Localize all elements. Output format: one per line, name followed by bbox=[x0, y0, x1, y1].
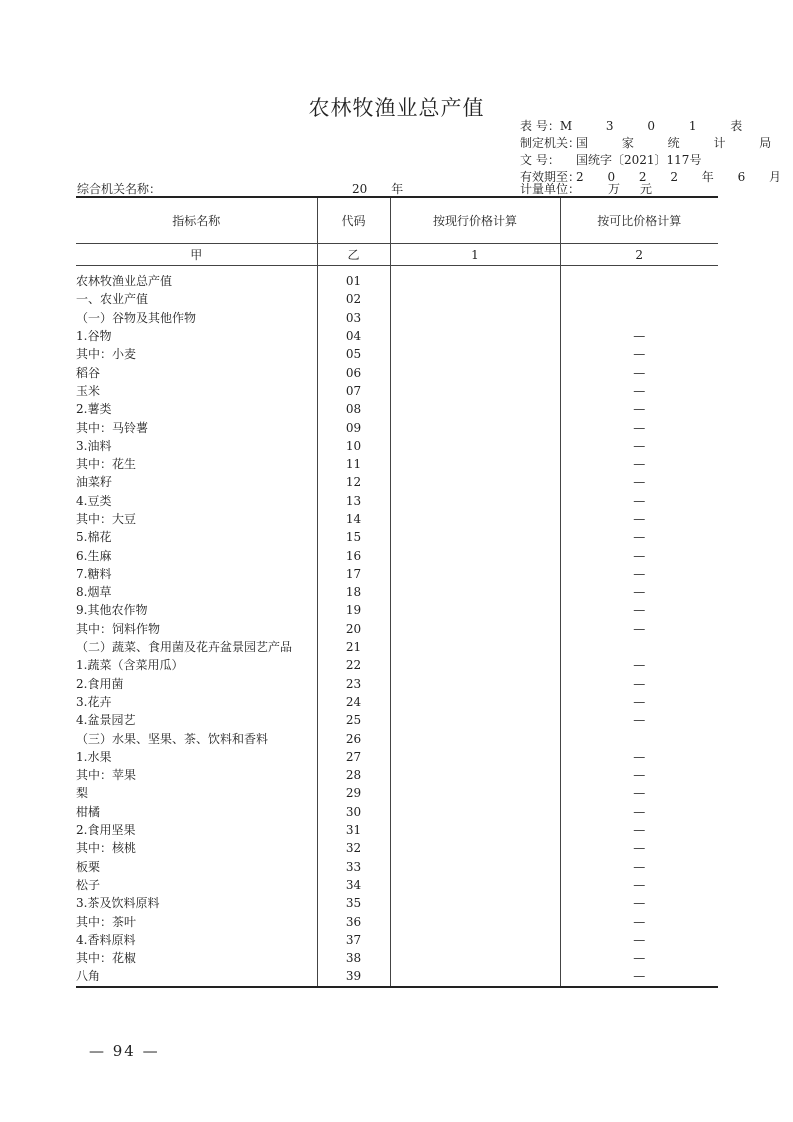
meta-doc-no-value: 国统字〔2021〕117号 bbox=[576, 153, 702, 167]
row-comparable-price-cell: — bbox=[560, 876, 718, 894]
row-code: 26 bbox=[317, 729, 390, 747]
row-indicator-name: 其中：茶叶 bbox=[76, 914, 137, 929]
row-code: 38 bbox=[317, 949, 390, 967]
table-row bbox=[76, 803, 718, 821]
row-comparable-price-cell: — bbox=[560, 492, 718, 510]
row-code: 31 bbox=[317, 821, 390, 839]
table-row bbox=[76, 583, 718, 601]
table-row bbox=[76, 345, 718, 363]
row-comparable-price-cell bbox=[560, 266, 718, 291]
row-current-price-cell bbox=[390, 931, 560, 949]
row-code: 01 bbox=[317, 266, 390, 291]
row-current-price-cell bbox=[390, 363, 560, 381]
row-comparable-price-cell bbox=[560, 638, 718, 656]
row-indicator-name: 其中：核桃 bbox=[76, 841, 137, 856]
row-indicator-name: 9.其他农作物 bbox=[76, 603, 148, 618]
table-row bbox=[76, 455, 718, 473]
table-row bbox=[76, 492, 718, 510]
row-comparable-price-cell: — bbox=[560, 473, 718, 491]
row-code: 03 bbox=[317, 309, 390, 327]
row-indicator-name: 其中：花椒 bbox=[76, 951, 137, 966]
table-header-row bbox=[76, 197, 718, 244]
row-code: 11 bbox=[317, 455, 390, 473]
table-row bbox=[76, 656, 718, 674]
row-indicator-name: 2.食用坚果 bbox=[76, 823, 136, 838]
form-meta bbox=[520, 118, 792, 186]
table-subheader-row bbox=[76, 244, 718, 266]
year-suffix: 年 bbox=[391, 182, 404, 196]
table-row bbox=[76, 528, 718, 546]
table-row bbox=[76, 363, 718, 381]
row-comparable-price-cell: — bbox=[560, 601, 718, 619]
row-comparable-price-cell: — bbox=[560, 382, 718, 400]
row-code: 28 bbox=[317, 766, 390, 784]
row-indicator-name: 柑橘 bbox=[76, 804, 101, 819]
row-comparable-price-cell: — bbox=[560, 803, 718, 821]
row-indicator-name: 八角 bbox=[76, 967, 317, 986]
meta-form-no-label: 表 号： bbox=[520, 119, 560, 133]
row-comparable-price-cell: — bbox=[560, 949, 718, 967]
table-row bbox=[76, 638, 718, 656]
row-code: 19 bbox=[317, 601, 390, 619]
row-comparable-price-cell: — bbox=[560, 455, 718, 473]
row-comparable-price-cell: — bbox=[560, 363, 718, 381]
row-code: 21 bbox=[317, 638, 390, 656]
row-current-price-cell bbox=[390, 894, 560, 912]
row-code: 04 bbox=[317, 327, 390, 345]
row-indicator-name: 6.生麻 bbox=[76, 548, 112, 563]
row-comparable-price-cell: — bbox=[560, 766, 718, 784]
row-current-price-cell bbox=[390, 912, 560, 930]
row-comparable-price-cell: — bbox=[560, 711, 718, 729]
table-row bbox=[76, 327, 718, 345]
row-code: 17 bbox=[317, 565, 390, 583]
row-current-price-cell bbox=[390, 382, 560, 400]
row-indicator-name: 其中：小麦 bbox=[76, 347, 137, 362]
agency-name-label: 综合机关名称： bbox=[77, 182, 162, 196]
row-indicator-name: 4.豆类 bbox=[76, 493, 112, 508]
table-row bbox=[76, 620, 718, 638]
row-code: 14 bbox=[317, 510, 390, 528]
row-code: 10 bbox=[317, 437, 390, 455]
row-comparable-price-cell: — bbox=[560, 327, 718, 345]
row-indicator-name: 5.棉花 bbox=[76, 530, 112, 545]
row-comparable-price-cell: — bbox=[560, 894, 718, 912]
row-indicator-name: 其中：苹果 bbox=[76, 768, 137, 783]
row-current-price-cell bbox=[390, 345, 560, 363]
unit-value: 万元 bbox=[608, 182, 673, 196]
row-code: 32 bbox=[317, 839, 390, 857]
row-comparable-price-cell: — bbox=[560, 345, 718, 363]
row-indicator-name: 8.烟草 bbox=[76, 585, 112, 600]
row-indicator-name: （三）水果、坚果、茶、饮料和香料 bbox=[76, 731, 269, 746]
row-indicator-name: 4.香料原料 bbox=[76, 932, 136, 947]
row-current-price-cell bbox=[390, 309, 560, 327]
table-row bbox=[76, 931, 718, 949]
table-row bbox=[76, 418, 718, 436]
row-current-price-cell bbox=[390, 766, 560, 784]
table-row bbox=[76, 473, 718, 491]
table-row bbox=[76, 290, 718, 308]
header-comparable-price: 按可比价格计算 bbox=[560, 197, 718, 244]
row-indicator-name: 3.油料 bbox=[76, 438, 112, 453]
row-indicator-name: 稻谷 bbox=[76, 365, 101, 380]
meta-valid-value: 2 0 2 2 年 6 月 bbox=[576, 170, 792, 184]
table-row bbox=[76, 711, 718, 729]
row-current-price-cell bbox=[390, 455, 560, 473]
row-current-price-cell bbox=[390, 729, 560, 747]
table-row bbox=[76, 437, 718, 455]
row-code: 33 bbox=[317, 858, 390, 876]
row-current-price-cell bbox=[390, 583, 560, 601]
table-row bbox=[76, 858, 718, 876]
row-indicator-name: 1.蔬菜（含菜用瓜） bbox=[76, 658, 184, 673]
table-row bbox=[76, 546, 718, 564]
row-comparable-price-cell: — bbox=[560, 546, 718, 564]
table-row bbox=[76, 675, 718, 693]
row-indicator-name: 油菜籽 bbox=[76, 475, 113, 490]
table-row bbox=[76, 510, 718, 528]
row-current-price-cell bbox=[390, 949, 560, 967]
row-code: 06 bbox=[317, 363, 390, 381]
row-indicator-name: （二）蔬菜、食用菌及花卉盆景园艺产品 bbox=[76, 640, 293, 655]
row-comparable-price-cell: — bbox=[560, 784, 718, 802]
row-code: 08 bbox=[317, 400, 390, 418]
row-comparable-price-cell: — bbox=[560, 693, 718, 711]
table-row bbox=[76, 382, 718, 400]
row-comparable-price-cell: — bbox=[560, 400, 718, 418]
row-current-price-cell bbox=[390, 492, 560, 510]
row-indicator-name: 其中：马铃薯 bbox=[76, 420, 149, 435]
row-current-price-cell bbox=[390, 565, 560, 583]
table-row bbox=[76, 821, 718, 839]
row-comparable-price-cell bbox=[560, 290, 718, 308]
row-current-price-cell bbox=[390, 839, 560, 857]
header-indicator: 指标名称 bbox=[76, 197, 317, 244]
row-comparable-price-cell: — bbox=[560, 821, 718, 839]
row-current-price-cell bbox=[390, 711, 560, 729]
row-indicator-name: （一）谷物及其他作物 bbox=[76, 310, 197, 325]
row-indicator-name: 其中：大豆 bbox=[76, 512, 137, 526]
table-row bbox=[76, 601, 718, 619]
row-code: 36 bbox=[317, 912, 390, 930]
row-code: 35 bbox=[317, 894, 390, 912]
row-code: 27 bbox=[317, 748, 390, 766]
row-code: 16 bbox=[317, 546, 390, 564]
row-current-price-cell bbox=[390, 967, 560, 986]
row-current-price-cell bbox=[390, 327, 560, 345]
row-indicator-name: 一、农业产值 bbox=[76, 292, 149, 307]
row-comparable-price-cell: — bbox=[560, 620, 718, 638]
row-code: 02 bbox=[317, 290, 390, 308]
row-comparable-price-cell: — bbox=[560, 510, 718, 528]
row-code: 09 bbox=[317, 418, 390, 436]
header-current-price: 按现行价格计算 bbox=[390, 197, 560, 244]
row-indicator-name: 其中：饲料作物 bbox=[76, 621, 161, 636]
row-code: 23 bbox=[317, 675, 390, 693]
row-code: 12 bbox=[317, 473, 390, 491]
year-prefix: 20 bbox=[352, 182, 368, 196]
row-code: 15 bbox=[317, 528, 390, 546]
row-current-price-cell bbox=[390, 418, 560, 436]
row-indicator-name: 玉米 bbox=[76, 383, 101, 398]
row-current-price-cell bbox=[390, 528, 560, 546]
table-row bbox=[76, 784, 718, 802]
meta-valid-label: 有效期至： bbox=[520, 170, 581, 184]
row-current-price-cell bbox=[390, 675, 560, 693]
table-row bbox=[76, 309, 718, 327]
row-indicator-name: 3.茶及饮料原料 bbox=[76, 896, 160, 911]
unit-field bbox=[520, 180, 672, 197]
row-current-price-cell bbox=[390, 693, 560, 711]
row-comparable-price-cell: — bbox=[560, 565, 718, 583]
row-indicator-name: 2.薯类 bbox=[76, 402, 112, 417]
row-code: 25 bbox=[317, 711, 390, 729]
table-row bbox=[76, 949, 718, 967]
row-code: 37 bbox=[317, 931, 390, 949]
year-field bbox=[352, 180, 403, 197]
row-comparable-price-cell: — bbox=[560, 675, 718, 693]
table-row bbox=[76, 894, 718, 912]
row-current-price-cell bbox=[390, 858, 560, 876]
row-current-price-cell bbox=[390, 876, 560, 894]
row-indicator-name: 梨 bbox=[76, 786, 89, 801]
row-current-price-cell bbox=[390, 638, 560, 656]
row-indicator-name: 2.食用菌 bbox=[76, 676, 124, 691]
page-title: 农林牧渔业总产值 bbox=[308, 96, 485, 120]
row-comparable-price-cell: — bbox=[560, 931, 718, 949]
row-current-price-cell bbox=[390, 656, 560, 674]
row-current-price-cell bbox=[390, 546, 560, 564]
row-code: 24 bbox=[317, 693, 390, 711]
row-comparable-price-cell bbox=[560, 729, 718, 747]
subheader-yi: 乙 bbox=[317, 244, 390, 266]
table-row bbox=[76, 693, 718, 711]
row-comparable-price-cell: — bbox=[560, 583, 718, 601]
row-current-price-cell bbox=[390, 803, 560, 821]
table-row bbox=[76, 400, 718, 418]
row-comparable-price-cell: — bbox=[560, 912, 718, 930]
row-comparable-price-cell: — bbox=[560, 858, 718, 876]
row-comparable-price-cell: — bbox=[560, 748, 718, 766]
row-comparable-price-cell: — bbox=[560, 418, 718, 436]
output-value-table bbox=[76, 196, 718, 988]
row-code: 07 bbox=[317, 382, 390, 400]
meta-agency-value: 国 家 统 计 局 bbox=[576, 136, 787, 150]
row-current-price-cell bbox=[390, 266, 560, 291]
unit-label: 计量单位： bbox=[520, 182, 581, 196]
row-code: 20 bbox=[317, 620, 390, 638]
row-code: 22 bbox=[317, 656, 390, 674]
subheader-1: 1 bbox=[390, 244, 560, 266]
row-current-price-cell bbox=[390, 821, 560, 839]
header-code: 代码 bbox=[317, 197, 390, 244]
subheader-jia: 甲 bbox=[76, 244, 317, 266]
meta-doc-no-label: 文 号： bbox=[520, 153, 560, 167]
row-comparable-price-cell: — bbox=[560, 437, 718, 455]
row-current-price-cell bbox=[390, 601, 560, 619]
row-comparable-price-cell: — bbox=[560, 656, 718, 674]
meta-agency bbox=[520, 135, 787, 152]
row-current-price-cell bbox=[390, 620, 560, 638]
meta-form-no-value: M 3 0 1 表 bbox=[559, 119, 758, 133]
row-code: 29 bbox=[317, 784, 390, 802]
row-code: 34 bbox=[317, 876, 390, 894]
row-current-price-cell bbox=[390, 748, 560, 766]
row-comparable-price-cell: — bbox=[560, 528, 718, 546]
row-code: 39 bbox=[317, 967, 390, 986]
row-current-price-cell bbox=[390, 510, 560, 528]
row-code: 05 bbox=[317, 345, 390, 363]
row-indicator-name: 1.水果 bbox=[76, 749, 112, 764]
table-row bbox=[76, 766, 718, 784]
row-current-price-cell bbox=[390, 473, 560, 491]
row-indicator-name: 7.糖料 bbox=[76, 566, 112, 581]
row-indicator-name: 其中：花生 bbox=[76, 457, 137, 472]
table-row bbox=[76, 565, 718, 583]
meta-form-no bbox=[520, 118, 758, 135]
row-current-price-cell bbox=[390, 437, 560, 455]
row-code: 13 bbox=[317, 492, 390, 510]
table-row bbox=[76, 876, 718, 894]
table-row bbox=[76, 839, 718, 857]
table-row bbox=[76, 266, 718, 291]
meta-doc-no bbox=[520, 152, 720, 169]
row-indicator-name: 松子 bbox=[76, 877, 101, 892]
table-row bbox=[76, 912, 718, 930]
row-code: 30 bbox=[317, 803, 390, 821]
table-row bbox=[76, 748, 718, 766]
row-comparable-price-cell: — bbox=[560, 839, 718, 857]
page-number: — 94 — bbox=[89, 1042, 160, 1060]
row-code: 18 bbox=[317, 583, 390, 601]
row-indicator-name: 1.谷物 bbox=[76, 329, 112, 344]
meta-agency-label: 制定机关： bbox=[520, 136, 581, 150]
row-indicator-name: 板栗 bbox=[76, 859, 101, 874]
row-indicator-name: 农林牧渔业总产值 bbox=[76, 274, 173, 289]
subheader-2: 2 bbox=[560, 244, 718, 266]
table-row bbox=[76, 729, 718, 747]
row-current-price-cell bbox=[390, 290, 560, 308]
row-current-price-cell bbox=[390, 400, 560, 418]
table-row bbox=[76, 967, 718, 986]
row-current-price-cell bbox=[390, 784, 560, 802]
row-comparable-price-cell bbox=[560, 309, 718, 327]
row-comparable-price-cell: — bbox=[560, 967, 718, 986]
row-indicator-name: 4.盆景园艺 bbox=[76, 713, 136, 728]
row-indicator-name: 3.花卉 bbox=[76, 694, 112, 709]
